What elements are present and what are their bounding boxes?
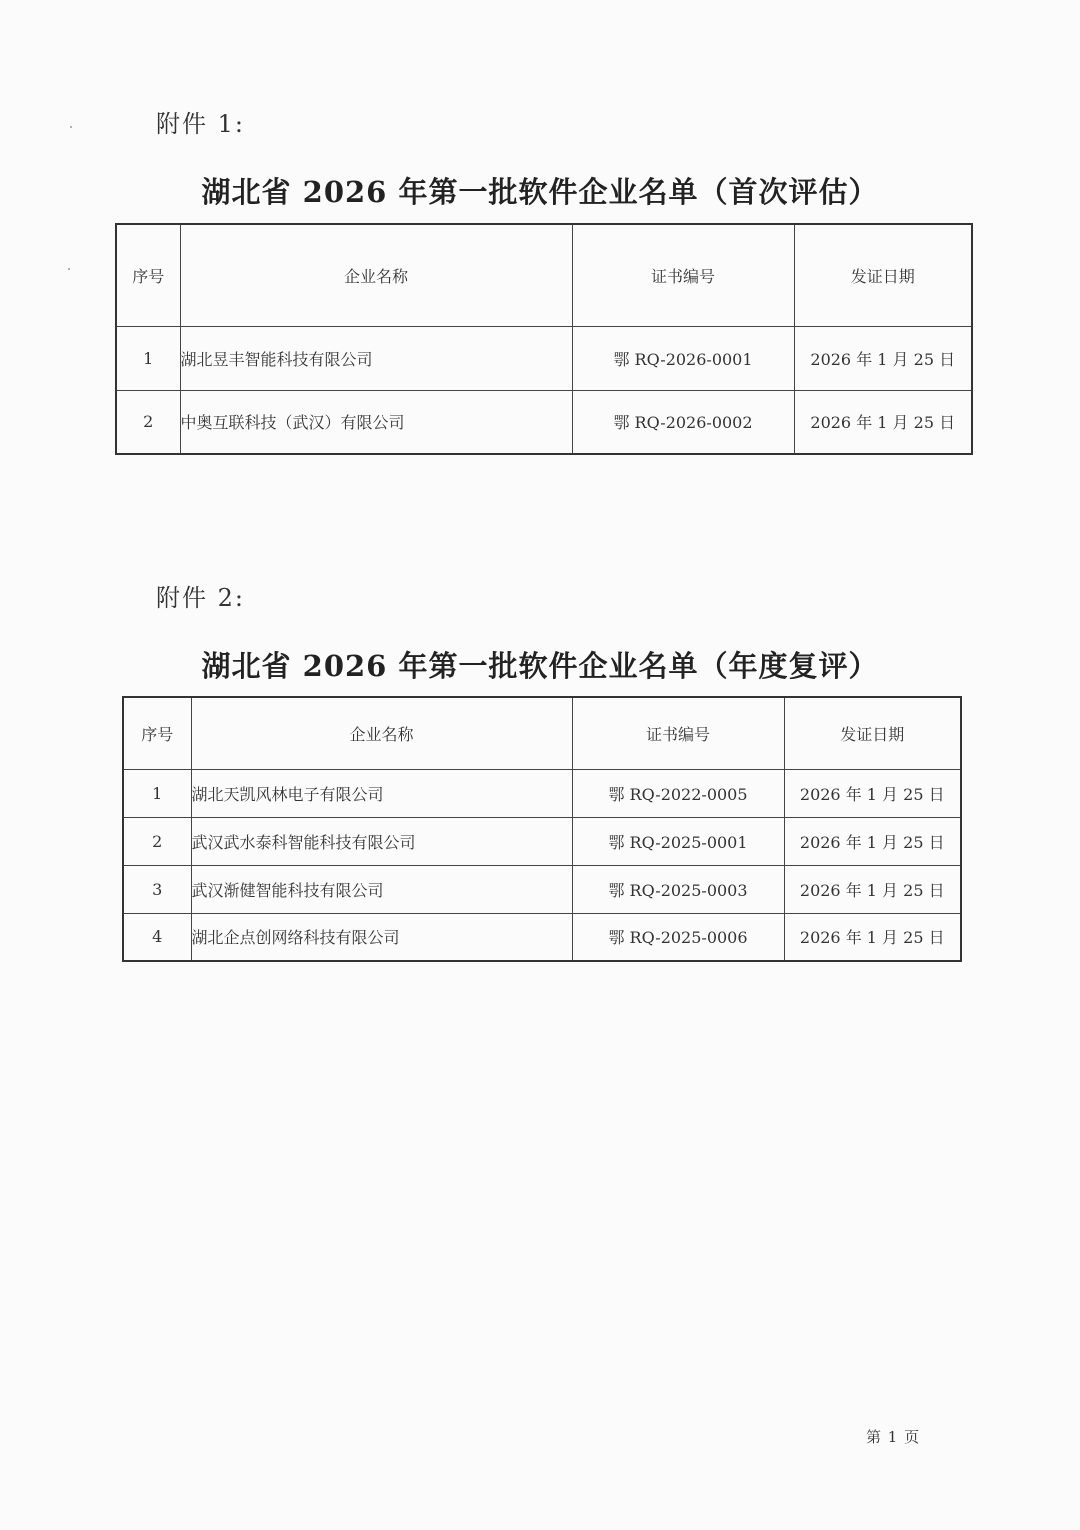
row-issue-date: 2026 年 1 月 25 日: [784, 817, 961, 865]
row-issue-date: 2026 年 1 月 25 日: [784, 865, 961, 913]
table-header-row: [123, 697, 961, 769]
row-cert-number: 鄂 RQ-2025-0001: [572, 817, 784, 865]
attachment-1-label: 附件 1:: [156, 110, 245, 138]
row-issue-date: 2026 年 1 月 25 日: [784, 913, 961, 961]
table-row: [116, 326, 972, 390]
row-cert-number: 鄂 RQ-2025-0003: [572, 865, 784, 913]
table-row: [123, 913, 961, 961]
header-cert-number: 证书编号: [572, 697, 784, 769]
row-company-name: 湖北企点创网络科技有限公司: [191, 913, 572, 961]
attachment-2-label: 附件 2:: [156, 584, 245, 612]
header-company-name: 企业名称: [180, 224, 572, 326]
row-company-name: 湖北昱丰智能科技有限公司: [180, 326, 572, 390]
table-row: [123, 817, 961, 865]
row-index: 4: [123, 913, 191, 961]
scan-speck: [70, 126, 72, 128]
scan-speck: [68, 268, 70, 270]
row-index: 2: [123, 817, 191, 865]
row-index: 1: [123, 769, 191, 817]
row-index: 1: [116, 326, 180, 390]
header-index: 序号: [123, 697, 191, 769]
table-row: [123, 769, 961, 817]
row-issue-date: 2026 年 1 月 25 日: [794, 390, 972, 454]
header-issue-date: 发证日期: [794, 224, 972, 326]
attachment-2-title: 湖北省 2026 年第一批软件企业名单（年度复评）: [201, 649, 879, 683]
header-cert-number: 证书编号: [572, 224, 794, 326]
row-company-name: 湖北天凯风林电子有限公司: [191, 769, 572, 817]
table-row: [116, 390, 972, 454]
row-company-name: 武汉武水泰科智能科技有限公司: [191, 817, 572, 865]
table-row: [123, 865, 961, 913]
row-index: 2: [116, 390, 180, 454]
row-cert-number: 鄂 RQ-2026-0002: [572, 390, 794, 454]
attachment-1-table: [115, 223, 973, 455]
header-index: 序号: [116, 224, 180, 326]
row-cert-number: 鄂 RQ-2022-0005: [572, 769, 784, 817]
row-index: 3: [123, 865, 191, 913]
header-company-name: 企业名称: [191, 697, 572, 769]
row-issue-date: 2026 年 1 月 25 日: [794, 326, 972, 390]
page-number: 第 1 页: [866, 1428, 921, 1446]
table-header-row: [116, 224, 972, 326]
attachment-1-title: 湖北省 2026 年第一批软件企业名单（首次评估）: [201, 175, 879, 209]
row-company-name: 中奥互联科技（武汉）有限公司: [180, 390, 572, 454]
attachment-2-table: [122, 696, 962, 962]
row-issue-date: 2026 年 1 月 25 日: [784, 769, 961, 817]
header-issue-date: 发证日期: [784, 697, 961, 769]
row-cert-number: 鄂 RQ-2026-0001: [572, 326, 794, 390]
row-cert-number: 鄂 RQ-2025-0006: [572, 913, 784, 961]
row-company-name: 武汉渐健智能科技有限公司: [191, 865, 572, 913]
